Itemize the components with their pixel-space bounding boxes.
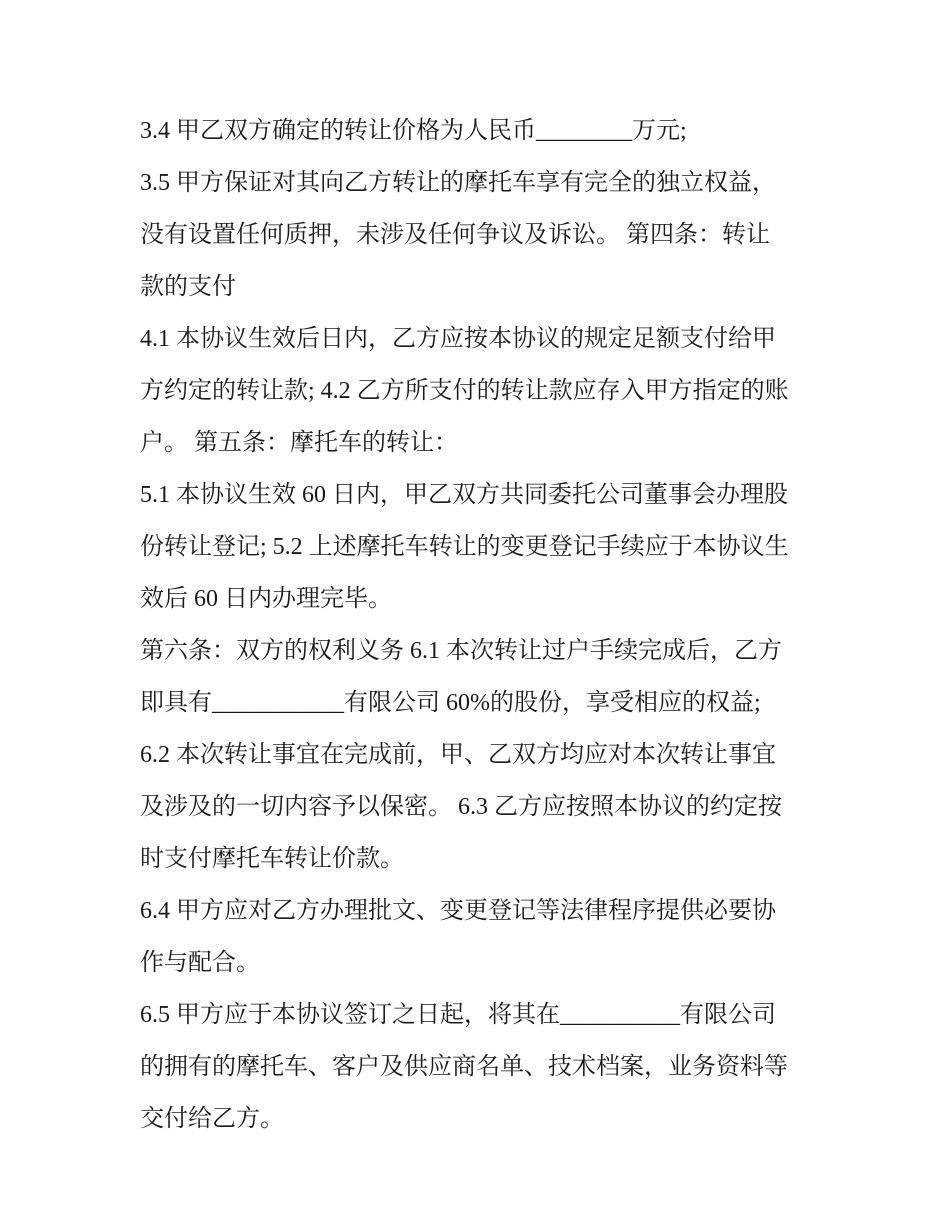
document-body (140, 105, 820, 1145)
text-line: 的拥有的摩托车、客户及供应商名单、技术档案，业务资料等 (140, 1054, 788, 1080)
text-line: 6.4 甲方应对乙方办理批文、变更登记等法律程序提供必要协 (140, 898, 776, 924)
text-line: 没有设置任何质押，未涉及任何争议及诉讼。 第四条：转让 (140, 222, 770, 248)
text-line: 份转让登记; 5.2 上述摩托车转让的变更登记手续应于本协议生 (140, 534, 789, 560)
text-line: 3.4 甲乙双方确定的转让价格为人民币________万元; (140, 118, 687, 144)
text-line: 方约定的转让款; 4.2 乙方所支付的转让款应存入甲方指定的账 (140, 378, 789, 404)
text-line: 款的支付 (140, 274, 236, 300)
text-line: 4.1 本协议生效后日内，乙方应按本协议的规定足额支付给甲 (140, 326, 776, 352)
text-line: 户。 第五条：摩托车的转让： (140, 430, 458, 456)
text-line: 效后 60 日内办理完毕。 (140, 586, 392, 612)
text-line: 交付给乙方。 (140, 1106, 284, 1132)
text-line: 5.1 本协议生效 60 日内，甲乙双方共同委托公司董事会办理股 (140, 482, 788, 508)
text-line: 即具有___________有限公司 60%的股份，享受相应的权益; (140, 690, 761, 716)
text-line: 时支付摩托车转让价款。 (140, 846, 404, 872)
text-line: 6.2 本次转让事宜在完成前，甲、乙双方均应对本次转让事宜 (140, 742, 776, 768)
text-line: 及涉及的一切内容予以保密。 6.3 乙方应按照本协议的约定按 (140, 794, 782, 820)
text-line: 3.5 甲方保证对其向乙方转让的摩托车享有完全的独立权益， (140, 170, 776, 196)
text-line: 6.5 甲方应于本协议签订之日起，将其在__________有限公司 (140, 1002, 776, 1028)
text-line: 作与配合。 (140, 950, 260, 976)
text-line: 第六条：双方的权利义务 6.1 本次转让过户手续完成后，乙方 (140, 638, 782, 664)
